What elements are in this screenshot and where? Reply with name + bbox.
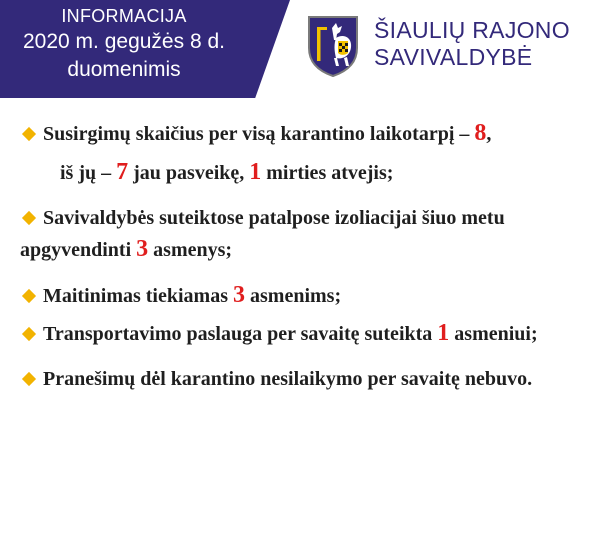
cases-text-end: , (486, 123, 492, 145)
list-item-isolation (20, 203, 588, 266)
municipality-coat-of-arms-icon (306, 14, 360, 78)
recovered-count: 7 (116, 159, 129, 185)
meals-text-end: asmenims; (245, 285, 342, 307)
banner-date: 2020 m. gegužės 8 d. (23, 30, 225, 53)
org-name-line1: ŠIAULIŲ RAJONO (374, 17, 570, 43)
banner-subtitle: duomenimis (67, 58, 181, 81)
diamond-bullet-icon (22, 327, 36, 341)
list-item-meals (20, 280, 588, 312)
isolation-text: Savivaldybės suteiktose patalpose izoliacijai šiuo metu apgyvendinti (20, 207, 505, 261)
list-item-cases-detail (20, 157, 588, 189)
list-item-violations (20, 364, 588, 395)
info-list (20, 118, 588, 395)
municipality-name (374, 17, 570, 71)
diamond-bullet-icon (22, 211, 36, 225)
list-item-transport (20, 318, 588, 350)
isolation-text-end: asmenys; (148, 239, 233, 261)
cases-detail-text-mid: jau pasveikę, (128, 162, 250, 184)
transport-text-end: asmeniui; (449, 323, 538, 345)
diamond-bullet-icon (22, 372, 36, 386)
diamond-bullet-icon (22, 289, 36, 303)
violations-text: Pranešimų dėl karantino nesilaikymo per savaitę nebuvo. (43, 368, 533, 390)
cases-total-count: 8 (474, 120, 487, 146)
banner-title: INFORMACIJA (61, 6, 187, 26)
meals-count: 3 (233, 282, 245, 308)
cases-text: Susirgimų skaičius per visą karantino laikotarpį – (43, 123, 475, 145)
banner-text (0, 5, 248, 83)
deaths-count: 1 (249, 159, 262, 185)
isolated-count: 3 (136, 236, 149, 262)
transport-text: Transportavimo paslauga per savaitę suteikta (43, 323, 438, 345)
org-name-line2: SAVIVALDYBĖ (374, 44, 533, 70)
cases-detail-text: iš jų – (60, 162, 117, 184)
diamond-bullet-icon (22, 127, 36, 141)
meals-text: Maitinimas tiekiamas (43, 285, 233, 307)
cases-detail-text-end: mirties atvejis; (261, 162, 394, 184)
transport-count: 1 (437, 320, 450, 346)
list-item-cases (20, 118, 588, 150)
